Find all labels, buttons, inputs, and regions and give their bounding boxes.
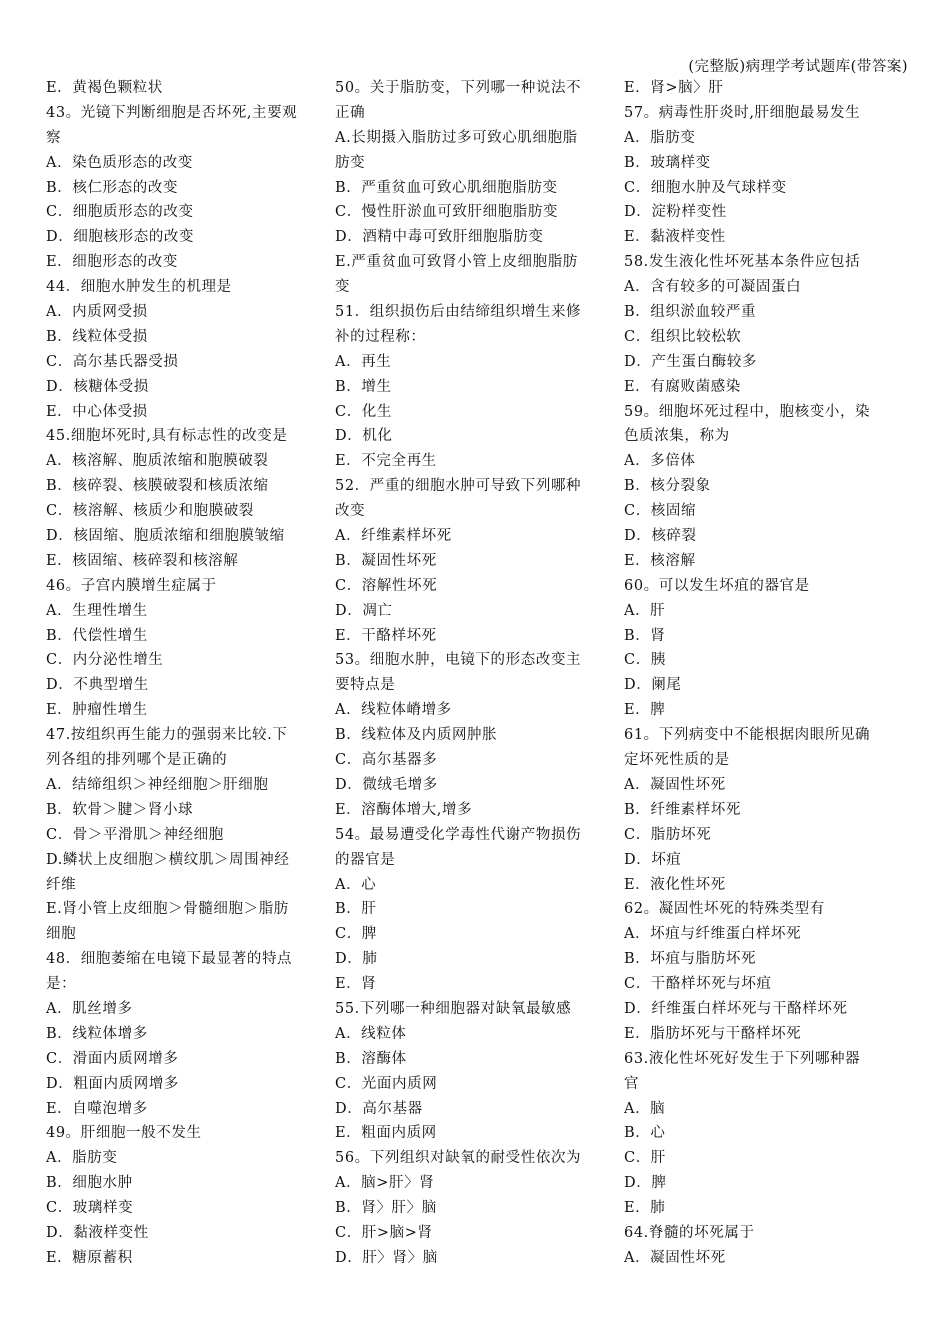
text-line: A．核溶解、胞质浓缩和胞膜破裂 xyxy=(46,453,269,470)
text-line: 59。细胞坏死过程中，胞核变小，染 xyxy=(624,403,871,420)
text-line: 列各组的排列哪个是正确的 xyxy=(46,752,228,769)
text-line: B．线粒体及内质网肿胀 xyxy=(335,727,498,744)
text-line: 45.细胞坏死时,具有标志性的改变是 xyxy=(46,428,288,445)
text-line: C．胰 xyxy=(624,652,666,669)
text-line: C．核固缩 xyxy=(624,503,697,520)
text-line: 是： xyxy=(46,976,77,993)
text-line: 51．组织损伤后由结缔组织增生来修 xyxy=(335,304,582,321)
text-line: D．细胞核形态的改变 xyxy=(46,229,195,246)
column-3 xyxy=(624,76,886,1271)
text-line: C．脾 xyxy=(335,926,377,943)
text-line: D.鳞状上皮细胞＞横纹肌＞周围神经 xyxy=(46,851,290,868)
text-line: B．严重贫血可致心肌细胞脂肪变 xyxy=(335,179,558,196)
text-line: D．凋亡 xyxy=(335,602,393,619)
text-line: 官 xyxy=(624,1075,640,1092)
text-line: E.严重贫血可致肾小管上皮细胞脂肪 xyxy=(335,254,578,271)
text-line: 47.按组织再生能力的强弱来比较.下 xyxy=(46,727,288,744)
text-line: A．脑>肝〉肾 xyxy=(335,1175,435,1192)
text-line: C．高尔基器多 xyxy=(335,752,438,769)
page-header: (完整版)病理学考试题库(带答案) xyxy=(688,59,908,75)
text-line: 58.发生液化性坏死基本条件应包括 xyxy=(624,254,861,271)
text-line: 察 xyxy=(46,129,62,146)
text-line: A．纤维素样坏死 xyxy=(335,528,452,545)
text-line: E．肿瘤性增生 xyxy=(46,702,148,719)
text-line: A．凝固性坏死 xyxy=(624,776,726,793)
text-line: 49。肝细胞一般不发生 xyxy=(46,1125,202,1142)
text-line: 56。下列组织对缺氧的耐受性依次为 xyxy=(335,1150,582,1167)
text-line: E．脾 xyxy=(624,702,666,719)
text-line: A．凝固性坏死 xyxy=(624,1249,726,1266)
text-line: 定坏死性质的是 xyxy=(624,752,730,769)
text-line: B．核碎裂、核膜破裂和核质浓缩 xyxy=(46,478,269,495)
text-line: B．核仁形态的改变 xyxy=(46,179,179,196)
text-line: B．溶酶体 xyxy=(335,1050,407,1067)
text-line: E．核溶解 xyxy=(624,552,696,569)
text-line: B．软骨＞腱＞肾小球 xyxy=(46,801,194,818)
text-line: 62。凝固性坏死的特殊类型有 xyxy=(624,901,825,918)
text-line: D．核固缩、胞质浓缩和细胞膜皱缩 xyxy=(46,528,285,545)
text-line: 的器官是 xyxy=(335,851,396,868)
text-line: A．内质网受损 xyxy=(46,304,148,321)
text-line: E.肾小管上皮细胞＞骨髓细胞＞脂肪 xyxy=(46,901,289,918)
text-line: E．溶酶体增大,增多 xyxy=(335,801,473,818)
text-line: 44．细胞水肿发生的机理是 xyxy=(46,279,232,296)
text-line: C．高尔基氏器受损 xyxy=(46,353,179,370)
text-line: E．黄褐色颗粒状 xyxy=(46,80,163,96)
text-line: C．干酪样坏死与坏疽 xyxy=(624,976,772,993)
text-line: D．纤维蛋白样坏死与干酪样坏死 xyxy=(624,1000,848,1017)
text-line: A.长期摄入脂肪过多可致心肌细胞脂 xyxy=(335,129,578,146)
text-line: B．心 xyxy=(624,1125,666,1142)
text-line: B．细胞水肿 xyxy=(46,1175,133,1192)
text-line: 48．细胞萎缩在电镜下最显著的特点 xyxy=(46,951,293,968)
text-line: E．脂肪坏死与干酪样坏死 xyxy=(624,1025,802,1042)
text-line: A．结缔组织＞神经细胞＞肝细胞 xyxy=(46,776,269,793)
text-line: 变 xyxy=(335,279,351,296)
text-line: E．有腐败菌感染 xyxy=(624,378,741,395)
text-line: D．产生蛋白酶较多 xyxy=(624,353,758,370)
text-line: C．溶解性坏死 xyxy=(335,577,438,594)
text-line: 肪变 xyxy=(335,154,366,171)
text-line: A．肝 xyxy=(624,602,666,619)
text-line: C．肝>脑>肾 xyxy=(335,1224,433,1241)
text-line: 50。关于脂肪变，下列哪一种说法不 xyxy=(335,80,582,96)
text-line: 54。最易遭受化学毒性代谢产物损伤 xyxy=(335,826,582,843)
text-line: 要特点是 xyxy=(335,677,396,694)
text-line: E．糖原蓄积 xyxy=(46,1249,133,1266)
text-line: A．脂肪变 xyxy=(624,129,696,146)
column-2 xyxy=(335,76,597,1271)
text-line: D．酒精中毒可致肝细胞脂肪变 xyxy=(335,229,544,246)
text-line: B．组织淤血较严重 xyxy=(624,304,757,321)
text-line: D．淀粉样变性 xyxy=(624,204,727,221)
text-line: E．肺 xyxy=(624,1200,666,1217)
text-line: C．肝 xyxy=(624,1150,666,1167)
text-line: E．黏液样变性 xyxy=(624,229,726,246)
text-line: D．肺 xyxy=(335,951,378,968)
text-line: C．化生 xyxy=(335,403,392,420)
text-line: 纤维 xyxy=(46,876,77,893)
text-line: 46。子宫内膜增生症属于 xyxy=(46,577,217,594)
text-line: D．黏液样变性 xyxy=(46,1224,149,1241)
text-line: E．细胞形态的改变 xyxy=(46,254,178,271)
text-line: 61。下列病变中不能根据肉眼所见确 xyxy=(624,727,871,744)
text-line: 53。细胞水肿，电镜下的形态改变主 xyxy=(335,652,582,669)
text-line: B．核分裂象 xyxy=(624,478,711,495)
text-line: 43。光镜下判断细胞是否坏死,主要观 xyxy=(46,104,298,121)
text-line: C．骨＞平滑肌＞神经细胞 xyxy=(46,826,224,843)
text-line: D．机化 xyxy=(335,428,393,445)
text-line: B．玻璃样变 xyxy=(624,154,711,171)
text-line: D．微绒毛增多 xyxy=(335,776,438,793)
text-line: B．线粒体增多 xyxy=(46,1025,148,1042)
text-line: D．坏疽 xyxy=(624,851,682,868)
text-line: A．脂肪变 xyxy=(46,1150,118,1167)
text-line: C．玻璃样变 xyxy=(46,1200,134,1217)
text-line: 色质浓集，称为 xyxy=(624,428,730,445)
text-line: A．再生 xyxy=(335,353,392,370)
text-line: B．坏疽与脂肪坏死 xyxy=(624,951,757,968)
text-line: C．细胞质形态的改变 xyxy=(46,204,194,221)
text-line: A．脑 xyxy=(624,1100,666,1117)
text-line: 正确 xyxy=(335,104,366,121)
text-line: E．自噬泡增多 xyxy=(46,1100,148,1117)
text-line: D．脾 xyxy=(624,1175,667,1192)
text-line: 63.液化性坏死好发生于下列哪种器 xyxy=(624,1050,861,1067)
text-line: A．心 xyxy=(335,876,377,893)
text-line: D．阑尾 xyxy=(624,677,682,694)
text-line: A．线粒体嵴增多 xyxy=(335,702,452,719)
text-line: A．肌丝增多 xyxy=(46,1000,133,1017)
text-line: C．光面内质网 xyxy=(335,1075,438,1092)
text-line: A．生理性增生 xyxy=(46,602,148,619)
text-line: 改变 xyxy=(335,503,366,520)
text-line: 补的过程称： xyxy=(335,328,426,345)
text-line: 52．严重的细胞水肿可导致下列哪种 xyxy=(335,478,582,495)
text-line: 64.脊髓的坏死属于 xyxy=(624,1224,755,1241)
text-line: C．细胞水肿及气球样变 xyxy=(624,179,787,196)
text-line: B．肝 xyxy=(335,901,377,918)
text-line: E．核固缩、核碎裂和核溶解 xyxy=(46,552,239,569)
column-1 xyxy=(46,76,308,1271)
text-line: E．干酪样坏死 xyxy=(335,627,437,644)
text-line: A．多倍体 xyxy=(624,453,696,470)
text-line: E．不完全再生 xyxy=(335,453,437,470)
text-line: A．染色质形态的改变 xyxy=(46,154,193,171)
text-line: D．粗面内质网增多 xyxy=(46,1075,180,1092)
text-line: D．核碎裂 xyxy=(624,528,697,545)
text-line: E．中心体受损 xyxy=(46,403,148,420)
text-line: C．滑面内质网增多 xyxy=(46,1050,179,1067)
text-line: B．线粒体受损 xyxy=(46,328,148,345)
text-line: B．增生 xyxy=(335,378,392,395)
text-line: D．不典型增生 xyxy=(46,677,149,694)
text-line: B．纤维素样坏死 xyxy=(624,801,741,818)
text-line: B．代偿性增生 xyxy=(46,627,148,644)
text-line: C．慢性肝淤血可致肝细胞脂肪变 xyxy=(335,204,559,221)
text-line: D．核糖体受损 xyxy=(46,378,149,395)
text-line: C．内分泌性增生 xyxy=(46,652,164,669)
text-line: 60。可以发生坏疽的器官是 xyxy=(624,577,810,594)
text-line: D．高尔基器 xyxy=(335,1100,423,1117)
text-line: E．肾>脑〉肝 xyxy=(624,80,724,96)
text-line: A．坏疽与纤维蛋白样坏死 xyxy=(624,926,802,943)
text-line: 57。病毒性肝炎时,肝细胞最易发生 xyxy=(624,104,861,121)
text-line: A．含有较多的可凝固蛋白 xyxy=(624,279,802,296)
text-line: D．肝〉肾〉脑 xyxy=(335,1249,438,1266)
text-line: 细胞 xyxy=(46,926,77,943)
text-line: B．肾〉肝〉脑 xyxy=(335,1200,437,1217)
text-line: 55.下列哪一种细胞器对缺氧最敏感 xyxy=(335,1000,572,1017)
text-line: B．肾 xyxy=(624,627,666,644)
text-line: C．核溶解、核质少和胞膜破裂 xyxy=(46,503,254,520)
text-line: E．液化性坏死 xyxy=(624,876,726,893)
text-line: C．组织比较松软 xyxy=(624,328,742,345)
text-line: C．脂肪坏死 xyxy=(624,826,712,843)
text-line: B．凝固性坏死 xyxy=(335,552,437,569)
text-line: E．肾 xyxy=(335,976,377,993)
text-line: A．线粒体 xyxy=(335,1025,407,1042)
text-line: E．粗面内质网 xyxy=(335,1125,437,1142)
